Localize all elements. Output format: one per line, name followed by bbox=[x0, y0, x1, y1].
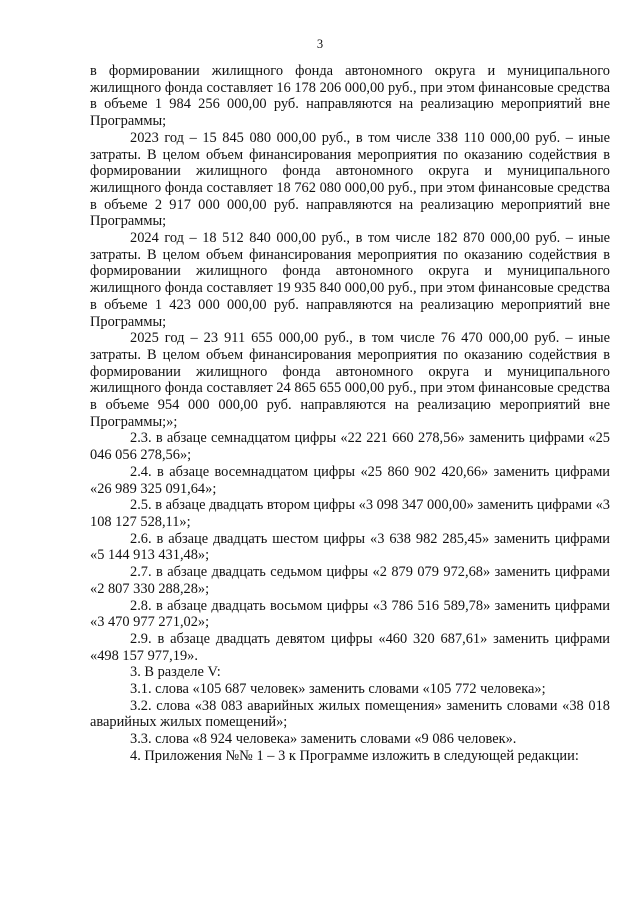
item-2-4: 2.4. в абзаце восемнадцатом цифры «25 860 902 420,66» заменить цифрами «26 989 325 091,64»; bbox=[90, 463, 610, 497]
item-3-2: 3.2. слова «38 083 аварийных жилых помещения» заменить словами «38 018 аварийных жилых помещений»; bbox=[90, 697, 610, 731]
paragraph-1: в формировании жилищного фонда автономного округа и муниципального жилищного фонда составляет 16 178 206 000,00 руб., при этом финансовые средства в объеме 1 984 256 000,00 руб. направляются на реализацию мероприятий вне Программы; bbox=[90, 63, 610, 130]
item-2-6: 2.6. в абзаце двадцать шестом цифры «3 638 982 285,45» заменить цифрами «5 144 913 431,48»; bbox=[90, 530, 610, 564]
section-3-heading: 3. В разделе V: bbox=[130, 664, 221, 681]
item-3-1: 3.1. слова «105 687 человек» заменить словами «105 772 человека»; bbox=[130, 681, 546, 698]
item-3-3: 3.3. слова «8 924 человека» заменить словами «9 086 человек». bbox=[130, 731, 517, 748]
item-2-8: 2.8. в абзаце двадцать восьмом цифры «3 786 516 589,78» заменить цифрами «3 470 977 271,02»; bbox=[90, 597, 610, 631]
paragraph-2023: 2023 год – 15 845 080 000,00 руб., в том числе 338 110 000,00 руб. – иные затраты. В целом объем финансирования мероприятия по оказанию содействия в формировании жилищного фонда автономного округа и муниципального жилищного фонда составляет 18 762 080 000,00 руб., при этом финансовые средства в объеме 2 917 000 000,00 руб. направляются на реализацию мероприятий вне Программы; bbox=[90, 129, 610, 230]
item-2-5: 2.5. в абзаце двадцать втором цифры «3 098 347 000,00» заменить цифрами «3 108 127 528,11»; bbox=[90, 497, 610, 530]
paragraph-2025: 2025 год – 23 911 655 000,00 руб., в том числе 76 470 000,00 руб. – иные затраты. В целом объем финансирования мероприятия по оказанию содействия в формировании жилищного фонда автономного округа и муниципального жилищного фонда составляет 24 865 655 000,00 руб., при этом финансовые средства в объеме 954 000 000,00 руб. направляются на реализацию мероприятий вне Программы;»; bbox=[90, 330, 610, 430]
page-number: 3 bbox=[316, 37, 324, 51]
item-2-9: 2.9. в абзаце двадцать девятом цифры «460 320 687,61» заменить цифрами «498 157 977,19». bbox=[90, 630, 610, 664]
paragraph-2024: 2024 год – 18 512 840 000,00 руб., в том числе 182 870 000,00 руб. – иные затраты. В целом объем финансирования мероприятия по оказанию содействия в формировании жилищного фонда автономного округа и муниципального жилищного фонда составляет 19 935 840 000,00 руб., при этом финансовые средства в объеме 1 423 000 000,00 руб. направляются на реализацию мероприятий вне Программы; bbox=[90, 230, 610, 330]
document-body bbox=[90, 63, 610, 765]
item-2-7: 2.7. в абзаце двадцать седьмом цифры «2 879 079 972,68» заменить цифрами «2 807 330 288,28»; bbox=[90, 564, 610, 597]
item-2-3: 2.3. в абзаце семнадцатом цифры «22 221 660 278,56» заменить цифрами «25 046 056 278,56»; bbox=[90, 430, 610, 464]
item-4: 4. Приложения №№ 1 – 3 к Программе изложить в следующей редакции: bbox=[130, 747, 579, 764]
